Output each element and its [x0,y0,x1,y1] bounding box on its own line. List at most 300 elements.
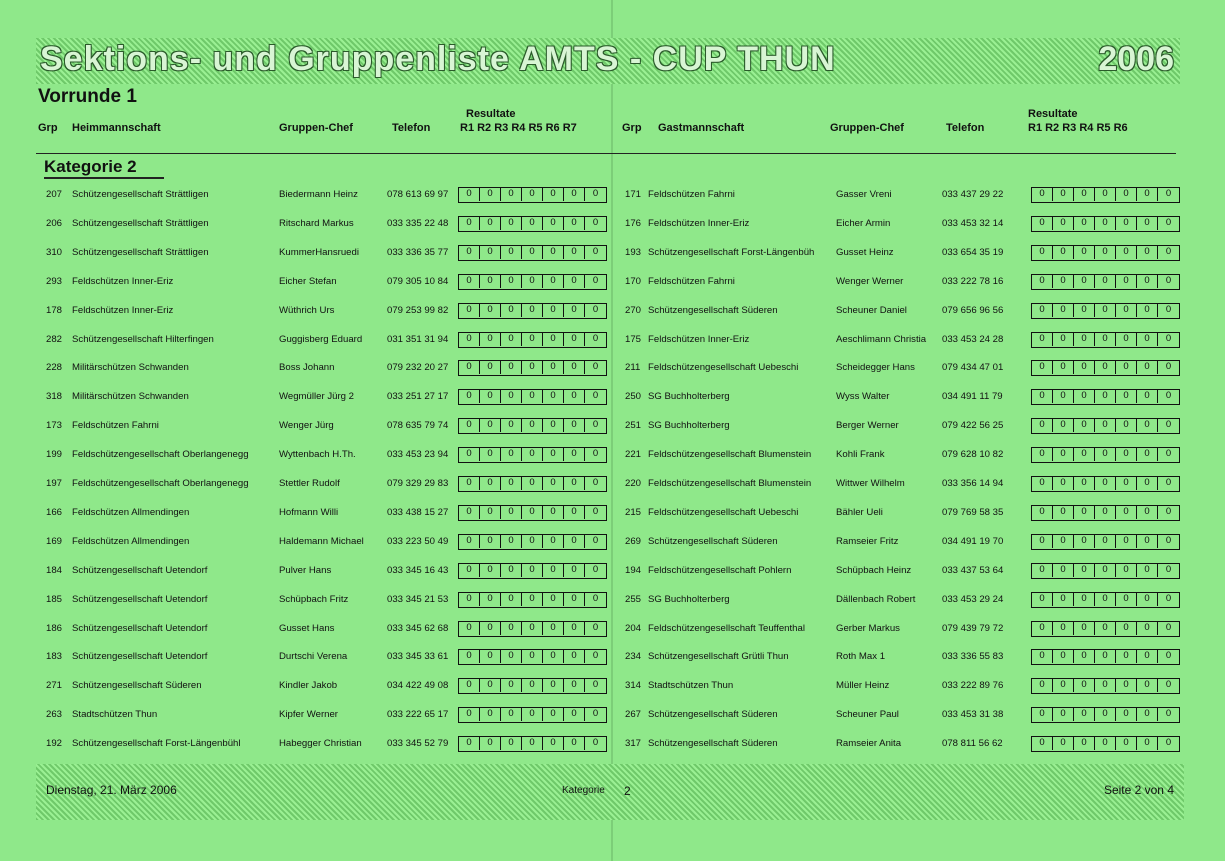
guest-group-number: 314 [625,680,642,691]
result-box: 0 [1116,506,1137,519]
result-box: 0 [1074,650,1095,663]
table-row [0,621,1225,637]
result-box: 0 [592,246,599,257]
guest-team-name: Feldschützen Fahrni [648,189,735,200]
guest-team-name: Schützengesellschaft Süderen [648,709,778,720]
result-box: 0 [1053,188,1074,201]
result-box: 0 [1116,477,1137,490]
home-team-name: Schützengesellschaft Forst-Längenbühl [72,738,241,749]
result-box: 0 [1032,188,1053,201]
result-box: 0 [480,477,501,490]
result-box: 0 [592,275,599,286]
result-box: 0 [1053,535,1074,548]
home-results [458,505,607,521]
guest-team-name: Feldschützengesellschaft Blumenstein [648,478,812,489]
result-box: 0 [1116,217,1137,230]
result-box: 0 [1137,390,1158,403]
home-group-chef: Wüthrich Urs [279,305,335,316]
result-box: 0 [459,419,480,432]
result-box: 0 [501,679,522,692]
guest-group-chef: Ramseier Fritz [836,536,899,547]
guest-team-name: Feldschützengesellschaft Pohlern [648,565,792,576]
result-box: 0 [522,622,543,635]
result-box: 0 [1095,448,1116,461]
table-row [0,389,1225,405]
result-box: 0 [564,246,585,259]
result-box: 0 [1095,708,1116,721]
guest-results [1031,621,1180,637]
header-team-left: Heimmannschaft [72,122,161,134]
home-team-name: Schützengesellschaft Süderen [72,680,202,691]
result-box: 0 [1095,246,1116,259]
category-heading: Kategorie 2 [44,157,164,179]
result-box: 0 [501,361,522,374]
result-box: 0 [1074,506,1095,519]
result-box: 0 [1095,564,1116,577]
footer-page-number: Seite 2 von 4 [1103,783,1174,797]
guest-team-name: SG Buchholterberg [648,391,730,402]
home-phone: 078 613 69 97 [387,189,449,200]
home-results [458,303,607,319]
result-box: 0 [501,188,522,201]
result-box: 0 [459,564,480,577]
result-box: 0 [543,477,564,490]
result-box: 0 [1053,448,1074,461]
guest-team-name: Feldschützengesellschaft Uebeschi [648,362,799,373]
result-box: 0 [543,419,564,432]
result-box: 0 [1032,737,1053,750]
result-box: 0 [1032,419,1053,432]
result-box: 0 [1165,246,1172,257]
home-group-number: 207 [46,189,63,200]
guest-group-chef: Ramseier Anita [836,738,902,749]
result-box: 0 [522,650,543,663]
result-box: 0 [501,593,522,606]
guest-group-chef: Gusset Heinz [836,247,894,258]
result-box: 0 [1137,361,1158,374]
guest-group-chef: Scheuner Daniel [836,305,907,316]
result-box: 0 [564,361,585,374]
result-box: 0 [1116,361,1137,374]
guest-group-number: 171 [625,189,642,200]
result-box: 0 [1116,593,1137,606]
home-results [458,216,607,232]
guest-group-number: 175 [625,334,642,345]
result-box: 0 [480,246,501,259]
result-box: 0 [522,564,543,577]
result-box: 0 [1032,217,1053,230]
guest-results [1031,303,1180,319]
result-box: 0 [1165,217,1172,228]
result-box: 0 [1165,419,1172,430]
result-box: 0 [1116,737,1137,750]
result-box: 0 [543,333,564,346]
round-heading: Vorrunde 1 [38,86,137,107]
home-group-number: 199 [46,449,63,460]
header-divider [36,153,1176,154]
result-box: 0 [522,304,543,317]
result-box: 0 [592,217,599,228]
header-team-right: Gastmannschaft [658,122,745,134]
result-box: 0 [1095,361,1116,374]
result-box: 0 [1074,737,1095,750]
result-box: 0 [1165,564,1172,575]
footer-category-label: Kategorie [562,785,605,796]
guest-group-number: 234 [625,651,642,662]
result-box: 0 [1116,564,1137,577]
result-box: 0 [459,448,480,461]
header-grp-left: Grp [38,122,58,134]
home-team-name: Schützengesellschaft Uetendorf [72,623,208,634]
header-tel-right: Telefon [946,122,985,134]
home-phone: 033 223 50 49 [387,536,449,547]
footer-date: Dienstag, 21. März 2006 [46,783,177,797]
result-box: 0 [564,333,585,346]
guest-team-name: Schützengesellschaft Forst-Längenbüh [648,247,815,258]
result-box: 0 [1165,506,1172,517]
home-phone: 033 438 15 27 [387,507,449,518]
home-group-chef: Hofmann Willi [279,507,339,518]
result-box: 0 [1165,390,1172,401]
result-box: 0 [459,390,480,403]
home-group-number: 263 [46,709,63,720]
guest-team-name: Feldschützengesellschaft Uebeschi [648,507,799,518]
result-box: 0 [543,217,564,230]
result-box: 0 [1116,708,1137,721]
result-box: 0 [564,217,585,230]
guest-team-name: Schützengesellschaft Grütli Thun [648,651,789,662]
home-results [458,534,607,550]
result-box: 0 [1053,246,1074,259]
result-box: 0 [501,246,522,259]
result-box: 0 [1137,304,1158,317]
home-group-number: 183 [46,651,63,662]
result-box: 0 [1095,506,1116,519]
table-row [0,649,1225,665]
result-box: 0 [564,477,585,490]
result-box: 0 [592,535,599,546]
result-box: 0 [1095,275,1116,288]
result-box: 0 [522,275,543,288]
home-results [458,389,607,405]
result-box: 0 [1095,390,1116,403]
home-team-name: Feldschützen Inner-Eriz [72,305,174,316]
result-box: 0 [1032,593,1053,606]
guest-phone: 033 453 29 24 [942,594,1004,605]
home-team-name: Militärschützen Schwanden [72,362,189,373]
result-box: 0 [592,679,599,690]
table-row [0,360,1225,376]
result-box: 0 [564,737,585,750]
home-group-number: 310 [46,247,63,258]
result-box: 0 [1137,506,1158,519]
result-box: 0 [1137,708,1158,721]
guest-phone: 033 453 31 38 [942,709,1004,720]
result-box: 0 [522,361,543,374]
guest-results [1031,534,1180,550]
guest-group-number: 317 [625,738,642,749]
result-box: 0 [592,361,599,372]
home-results [458,649,607,665]
result-box: 0 [522,419,543,432]
result-box: 0 [1165,708,1172,719]
home-group-chef: Wegmüller Jürg 2 [279,391,355,402]
result-box: 0 [592,390,599,401]
result-box: 0 [543,622,564,635]
result-box: 0 [480,217,501,230]
result-box: 0 [1074,419,1095,432]
guest-phone: 079 422 56 25 [942,420,1004,431]
result-box: 0 [1074,304,1095,317]
result-box: 0 [1116,188,1137,201]
guest-results [1031,274,1180,290]
result-box: 0 [1137,188,1158,201]
result-box: 0 [1165,622,1172,633]
result-box: 0 [543,448,564,461]
result-box: 0 [564,448,585,461]
table-row [0,418,1225,434]
guest-team-name: Schützengesellschaft Süderen [648,536,778,547]
result-box: 0 [543,304,564,317]
guest-phone: 033 356 14 94 [942,478,1004,489]
result-box: 0 [543,390,564,403]
result-box: 0 [592,304,599,315]
table-row [0,563,1225,579]
guest-group-number: 221 [625,449,642,460]
guest-group-number: 170 [625,276,642,287]
result-box: 0 [459,217,480,230]
home-group-chef: Wenger Jürg [279,420,334,431]
table-row [0,707,1225,723]
guest-phone: 079 769 58 35 [942,507,1004,518]
result-box: 0 [1032,275,1053,288]
result-box: 0 [1095,622,1116,635]
result-box: 0 [1137,246,1158,259]
home-phone: 033 345 52 79 [387,738,449,749]
result-box: 0 [1053,506,1074,519]
home-phone: 031 351 31 94 [387,334,449,345]
home-group-number: 185 [46,594,63,605]
guest-phone: 079 439 79 72 [942,623,1004,634]
result-box: 0 [543,708,564,721]
guest-group-chef: Wittwer Wilhelm [836,478,905,489]
result-box: 0 [1032,564,1053,577]
result-box: 0 [1032,622,1053,635]
result-box: 0 [522,246,543,259]
result-box: 0 [459,361,480,374]
result-box: 0 [1032,679,1053,692]
result-box: 0 [480,564,501,577]
result-box: 0 [1032,361,1053,374]
result-box: 0 [564,622,585,635]
guest-team-name: SG Buchholterberg [648,420,730,431]
result-box: 0 [1053,650,1074,663]
result-box: 0 [1165,361,1172,372]
guest-group-number: 176 [625,218,642,229]
home-group-chef: Wyttenbach H.Th. [279,449,356,460]
guest-phone: 033 654 35 19 [942,247,1004,258]
result-box: 0 [480,448,501,461]
home-phone: 079 232 20 27 [387,362,449,373]
guest-group-chef: Roth Max 1 [836,651,886,662]
result-box: 0 [480,650,501,663]
guest-phone: 033 437 29 22 [942,189,1004,200]
result-box: 0 [1165,679,1172,690]
home-phone: 034 422 49 08 [387,680,449,691]
result-box: 0 [1116,650,1137,663]
guest-group-number: 250 [625,391,642,402]
guest-results [1031,245,1180,261]
home-group-chef: Stettler Rudolf [279,478,340,489]
result-box: 0 [1074,622,1095,635]
result-box: 0 [480,737,501,750]
result-box: 0 [1074,448,1095,461]
result-box: 0 [480,333,501,346]
home-group-chef: Guggisberg Eduard [279,334,363,345]
guest-group-number: 215 [625,507,642,518]
result-box: 0 [1074,535,1095,548]
home-team-name: Schützengesellschaft Hilterfingen [72,334,214,345]
result-box: 0 [501,304,522,317]
result-box: 0 [1165,593,1172,604]
guest-team-name: Schützengesellschaft Süderen [648,738,778,749]
result-box: 0 [480,390,501,403]
result-box: 0 [592,593,599,604]
home-group-number: 169 [46,536,63,547]
home-results [458,736,607,752]
result-box: 0 [564,564,585,577]
result-box: 0 [1165,737,1172,748]
guest-group-number: 194 [625,565,642,576]
result-box: 0 [1116,304,1137,317]
guest-results [1031,332,1180,348]
result-box: 0 [1074,217,1095,230]
result-box: 0 [592,564,599,575]
guest-team-name: Feldschützengesellschaft Teuffenthal [648,623,805,634]
result-box: 0 [459,708,480,721]
result-box: 0 [564,390,585,403]
result-box: 0 [1095,535,1116,548]
result-box: 0 [501,737,522,750]
result-box: 0 [522,737,543,750]
home-phone: 079 329 29 83 [387,478,449,489]
document-title: Sektions- und Gruppenliste AMTS - CUP THUN [40,40,836,78]
result-box: 0 [522,679,543,692]
home-phone: 033 222 65 17 [387,709,449,720]
home-team-name: Feldschützengesellschaft Oberlangenegg [72,449,249,460]
guest-group-number: 255 [625,594,642,605]
guest-group-chef: Eicher Armin [836,218,891,229]
result-box: 0 [1074,390,1095,403]
result-box: 0 [1053,361,1074,374]
table-row [0,216,1225,232]
guest-phone: 033 453 24 28 [942,334,1004,345]
result-box: 0 [1095,333,1116,346]
guest-results [1031,505,1180,521]
home-group-chef: KummerHansruedi [279,247,359,258]
result-box: 0 [1074,679,1095,692]
result-box: 0 [543,535,564,548]
result-box: 0 [1053,737,1074,750]
result-box: 0 [1074,246,1095,259]
result-box: 0 [1116,419,1137,432]
home-phone: 033 453 23 94 [387,449,449,460]
result-box: 0 [1095,419,1116,432]
home-group-number: 173 [46,420,63,431]
home-results [458,592,607,608]
result-box: 0 [1053,708,1074,721]
table-row [0,187,1225,203]
result-box: 0 [1116,246,1137,259]
home-team-name: Feldschützen Inner-Eriz [72,276,174,287]
home-phone: 033 335 22 48 [387,218,449,229]
guest-phone: 034 491 11 79 [942,391,1003,402]
result-box: 0 [522,506,543,519]
home-team-name: Schützengesellschaft Uetendorf [72,565,208,576]
guest-results [1031,563,1180,579]
result-box: 0 [1137,679,1158,692]
result-box: 0 [543,246,564,259]
result-box: 0 [501,506,522,519]
result-box: 0 [543,593,564,606]
result-box: 0 [1116,622,1137,635]
result-box: 0 [543,361,564,374]
result-box: 0 [1032,333,1053,346]
home-results [458,332,607,348]
result-box: 0 [1095,679,1116,692]
result-box: 0 [1032,650,1053,663]
result-box: 0 [480,622,501,635]
home-results [458,563,607,579]
result-box: 0 [592,477,599,488]
result-box: 0 [592,708,599,719]
table-row [0,534,1225,550]
guest-team-name: Feldschützen Inner-Eriz [648,218,750,229]
result-box: 0 [592,506,599,517]
result-box: 0 [501,390,522,403]
table-row [0,476,1225,492]
result-box: 0 [592,650,599,661]
result-box: 0 [1137,275,1158,288]
guest-team-name: SG Buchholterberg [648,594,730,605]
result-box: 0 [592,448,599,459]
result-box: 0 [543,650,564,663]
result-box: 0 [543,564,564,577]
guest-results [1031,707,1180,723]
guest-team-name: Feldschützengesellschaft Blumenstein [648,449,812,460]
home-group-number: 293 [46,276,63,287]
result-box: 0 [1074,564,1095,577]
result-box: 0 [1165,275,1172,286]
home-results [458,678,607,694]
result-box: 0 [543,188,564,201]
guest-results [1031,360,1180,376]
result-box: 0 [564,593,585,606]
home-group-number: 186 [46,623,63,634]
result-box: 0 [1116,535,1137,548]
table-row [0,274,1225,290]
result-box: 0 [501,333,522,346]
result-box: 0 [522,217,543,230]
result-box: 0 [1053,477,1074,490]
home-team-name: Schützengesellschaft Strättligen [72,189,209,200]
guest-team-name: Schützengesellschaft Süderen [648,305,778,316]
result-box: 0 [1053,679,1074,692]
result-box: 0 [1032,246,1053,259]
result-box: 0 [543,506,564,519]
home-team-name: Militärschützen Schwanden [72,391,189,402]
result-box: 0 [564,419,585,432]
